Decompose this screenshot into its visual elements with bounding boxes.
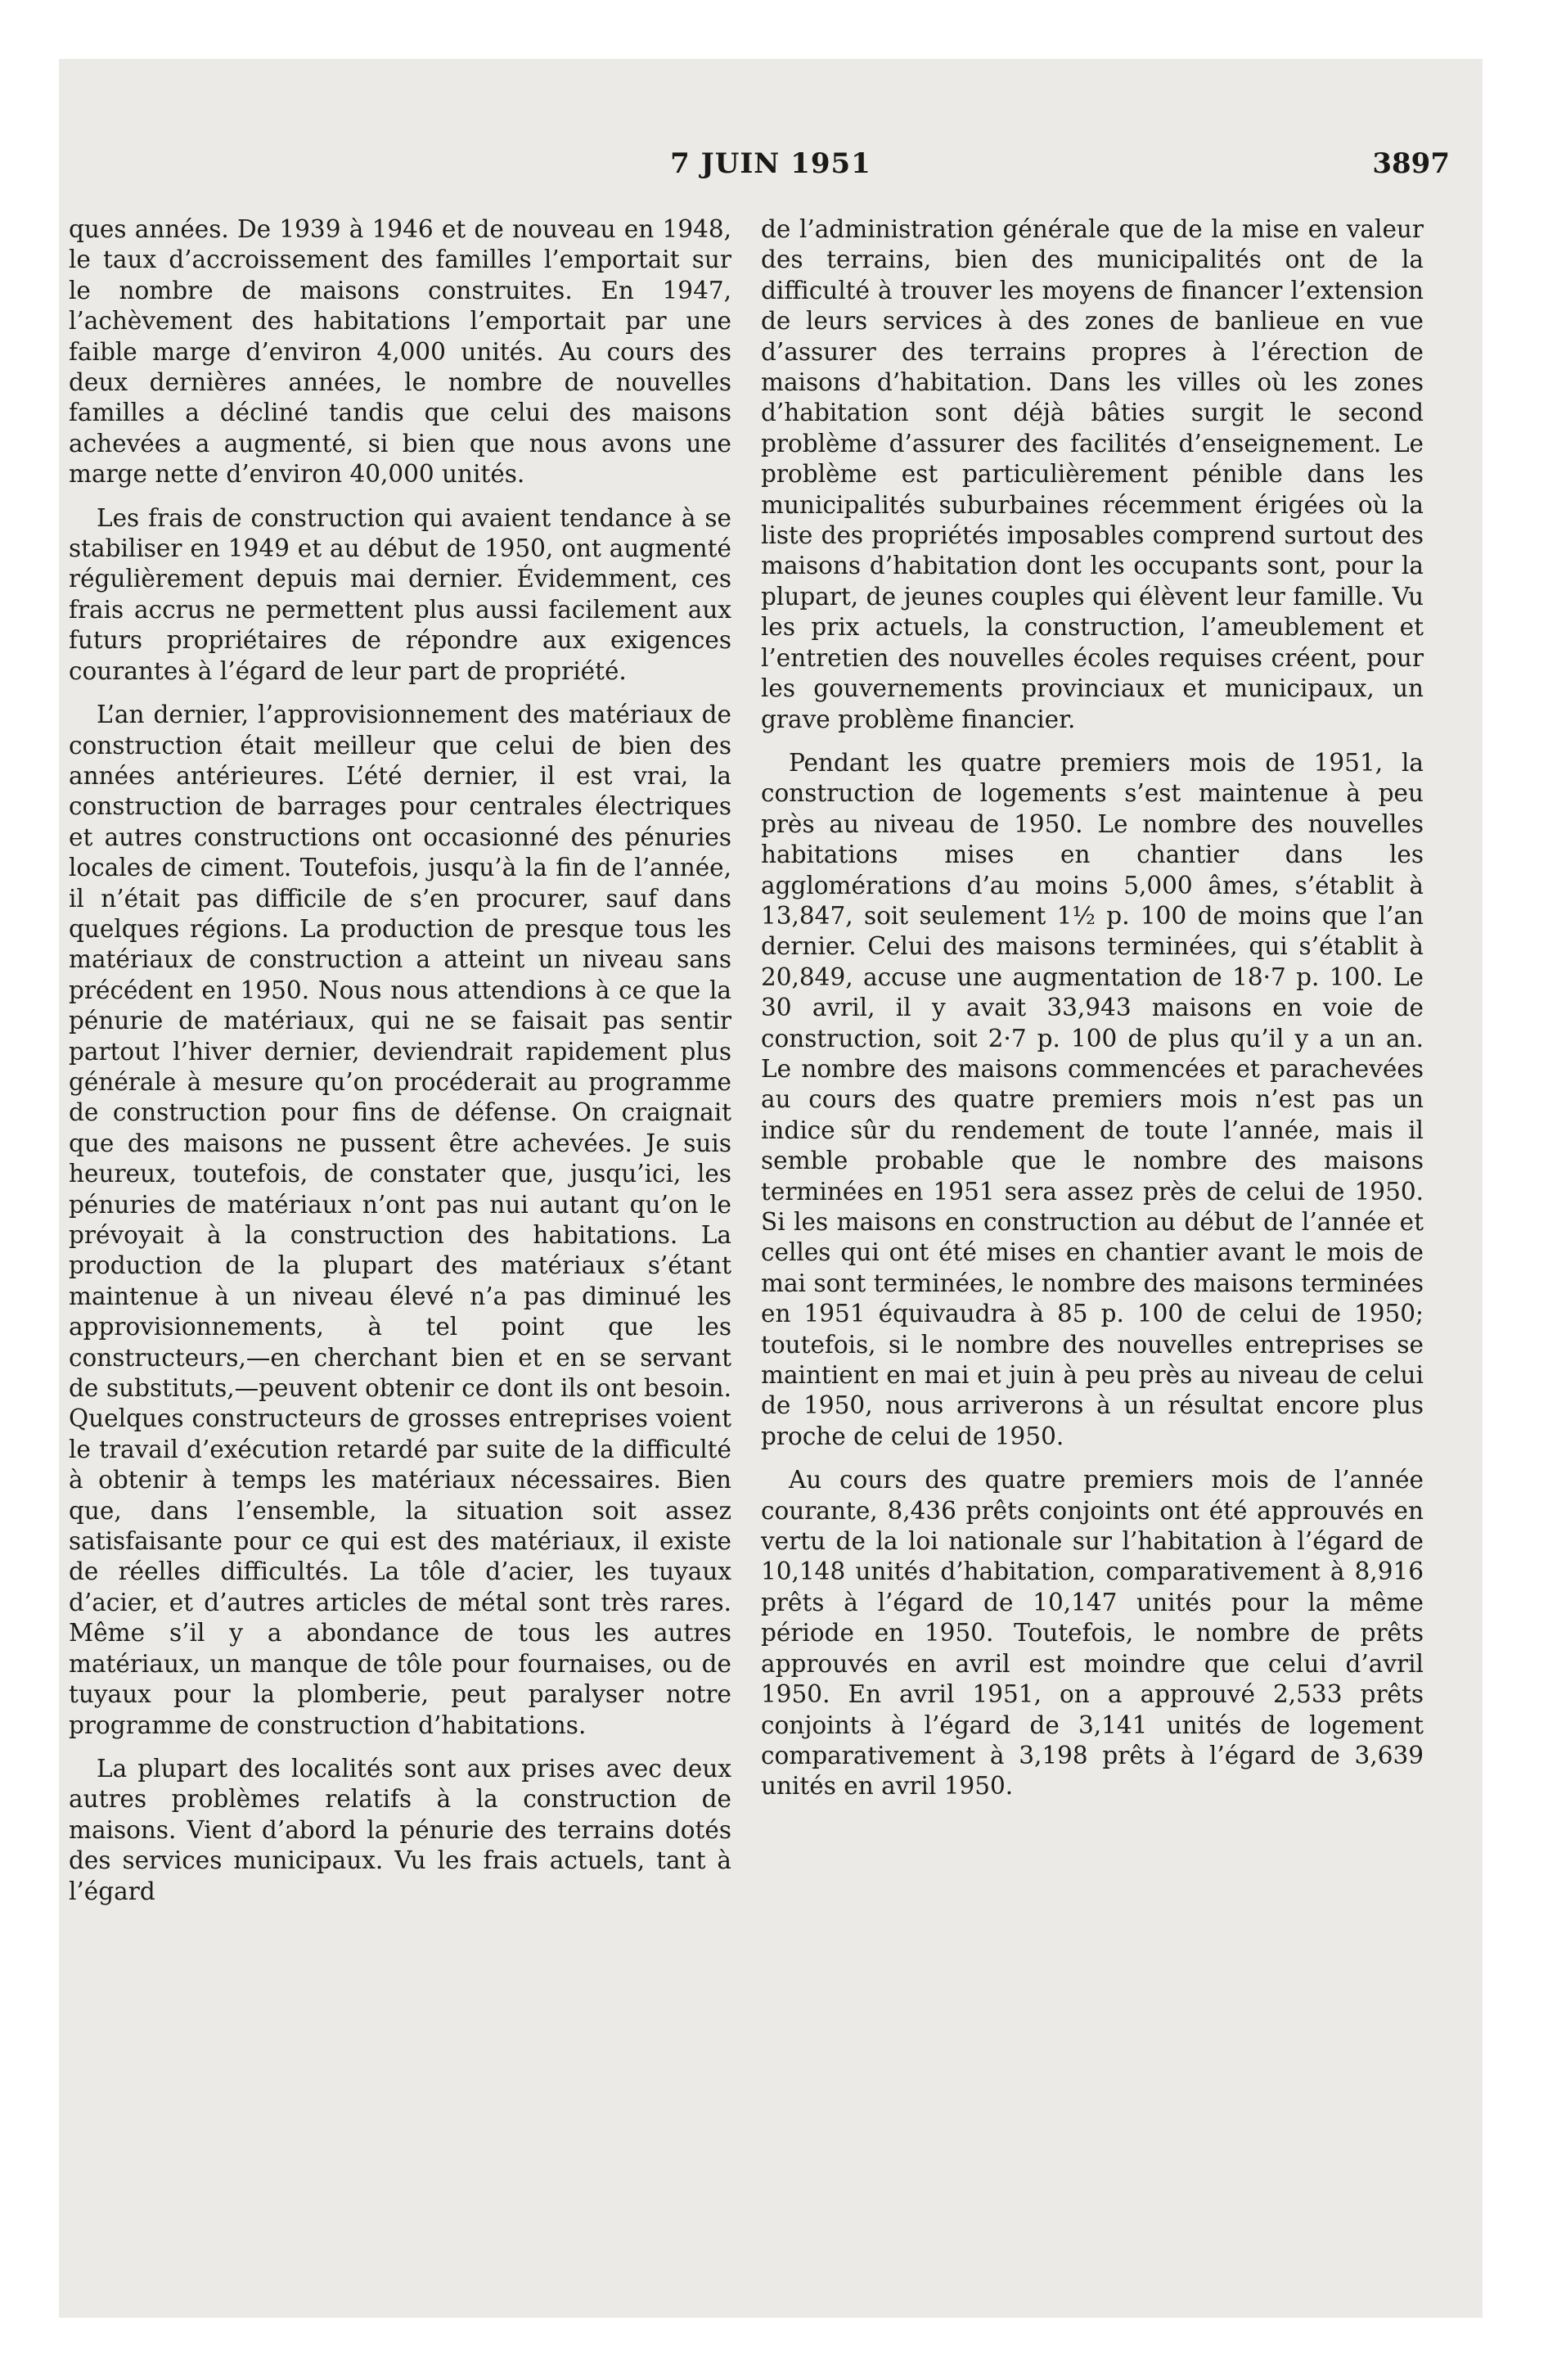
paragraph: Les frais de construction qui avaient tendance à se stabiliser en 1949 et au début de 1950, ont augmenté régulièrement depuis mai dernier. Évidemment, ces frais accrus ne permettent plus aussi facilement aux futurs propriétaires de répondre aux exigences courantes à l’égard de leur part de propriété. xyxy=(69,503,731,685)
right-column xyxy=(761,214,1424,1815)
paragraph: Au cours des quatre premiers mois de l’année courante, 8,436 prêts conjoints ont été approuvés en vertu de la loi nationale sur l’habitation à l’égard de 10,148 unités d’habitation, comparativement à 8,916 prêts à l’égard de 10,147 unités pour la même période en 1950. Toutefois, le nombre de prêts approuvés en avril est moindre que celui d’avril 1950. En avril 1951, on a approuvé 2,533 prêts conjoints à l’égard de 3,141 unités de logement comparativement à 3,198 prêts à l’égard de 3,639 unités en avril 1950. xyxy=(761,1466,1424,1801)
paragraph: L’an dernier, l’approvisionnement des matériaux de construction était meilleur que celui de bien des années antérieures. L’été dernier, il est vrai, la construction de barrages pour centrales électriques et autres constructions ont occasionné des pénuries locales de ciment. Toutefois, jusqu’à la fin de l’année, il n’était pas difficile de s’en procurer, sauf dans quelques régions. La production de presque tous les matériaux de construction a atteint un niveau sans précédent en 1950. Nous nous attendions à ce que la pénurie de matériaux, qui ne se faisait pas sentir partout l’hiver dernier, deviendrait rapidement plus générale à mesure qu’on procéderait au programme de construction pour fins de défense. On craignait que des maisons ne pussent être achevées. Je suis heureux, toutefois, de constater que, jusqu’ici, les pénuries de matériaux n’ont pas nui autant qu’on le prévoyait à la construction des habitations. La production de la plupart des matériaux s’étant maintenue à un niveau élevé n’a pas diminué les approvisionnements, à tel point que les constructeurs,—en cherchant bien et en se servant de substituts,—peuvent obtenir ce dont ils ont besoin. Quelques constructeurs de grosses entreprises voient le travail d’exécution retardé par suite de la difficulté à obtenir à temps les matériaux nécessaires. Bien que, dans l’ensemble, la situation soit assez satisfaisante pour ce qui est des matériaux, il existe de réelles difficultés. La tôle d’acier, les tuyaux d’acier, et d’autres articles de métal sont très rares. Même s’il y a abondance de tous les autres matériaux, un manque de tôle pour fournaises, ou de tuyaux pour la plomberie, peut paralyser notre programme de construction d’habitations. xyxy=(69,701,731,1739)
paragraph: Pendant les quatre premiers mois de 1951, la construction de logements s’est maintenue à peu près au niveau de 1950. Le nombre des nouvelles habitations mises en chantier dans les agglomérations d’au moins 5,000 âmes, s’établit à 13,847, soit seulement 1½ p. 100 de moins que l’an dernier. Celui des maisons terminées, qui s’établit à 20,849, accuse une augmentation de 18·7 p. 100. Le 30 avril, il y avait 33,943 maisons en voie de construction, soit 2·7 p. 100 de plus qu’il y a un an. Le nombre des maisons commencées et parachevées au cours des quatre premiers mois n’est pas un indice sûr du rendement de toute l’année, mais il semble probable que le nombre des maisons terminées en 1951 sera assez près de celui de 1950. Si les maisons en construction au début de l’année et celles qui ont été mises en chantier avant le mois de mai sont terminées, le nombre des maisons terminées en 1951 équivaudra à 85 p. 100 de celui de 1950; toutefois, si le nombre des nouvelles entreprises se maintient en mai et juin à peu près au niveau de celui de 1950, nous arriverons à un résultat encore plus proche de celui de 1950. xyxy=(761,748,1424,1450)
running-head-date: 7 JUIN 1951 xyxy=(670,147,871,180)
page-header xyxy=(59,147,1483,196)
left-column xyxy=(69,214,731,1920)
page-number: 3897 xyxy=(1372,147,1450,180)
scanned-page xyxy=(59,59,1483,2318)
paragraph: ques années. De 1939 à 1946 et de nouveau en 1948, le taux d’accroissement des familles l’emportait sur le nombre de maisons construites. En 1947, l’achèvement des habitations l’emportait par une faible marge d’environ 4,000 unités. Au cours des deux dernières années, le nombre de nouvelles familles a décliné tandis que celui des maisons achevées a augmenté, si bien que nous avons une marge nette d’environ 40,000 unités. xyxy=(69,215,731,489)
paragraph: de l’administration générale que de la mise en valeur des terrains, bien des municipalités ont de la difficulté à trouver les moyens de financer l’extension de leurs services à des zones de banlieue en vue d’assurer des terrains propres à l’érection de maisons d’habitation. Dans les villes où les zones d’habitation sont déjà bâties surgit le second problème d’assurer des facilités d’enseignement. Le problème est particulièrement pénible dans les municipalités suburbaines récemment érigées où la liste des propriétés imposables comprend surtout des maisons d’habitation dont les occupants sont, pour la plupart, de jeunes couples qui élèvent leur famille. Vu les prix actuels, la construction, l’ameublement et l’entretien des nouvelles écoles requises créent, pour les gouvernements provinciaux et municipaux, un grave problème financier. xyxy=(761,215,1424,733)
paragraph: La plupart des localités sont aux prises avec deux autres problèmes relatifs à la construction de maisons. Vient d’abord la pénurie des terrains dotés des services municipaux. Vu les frais actuels, tant à l’égard xyxy=(69,1754,731,1905)
